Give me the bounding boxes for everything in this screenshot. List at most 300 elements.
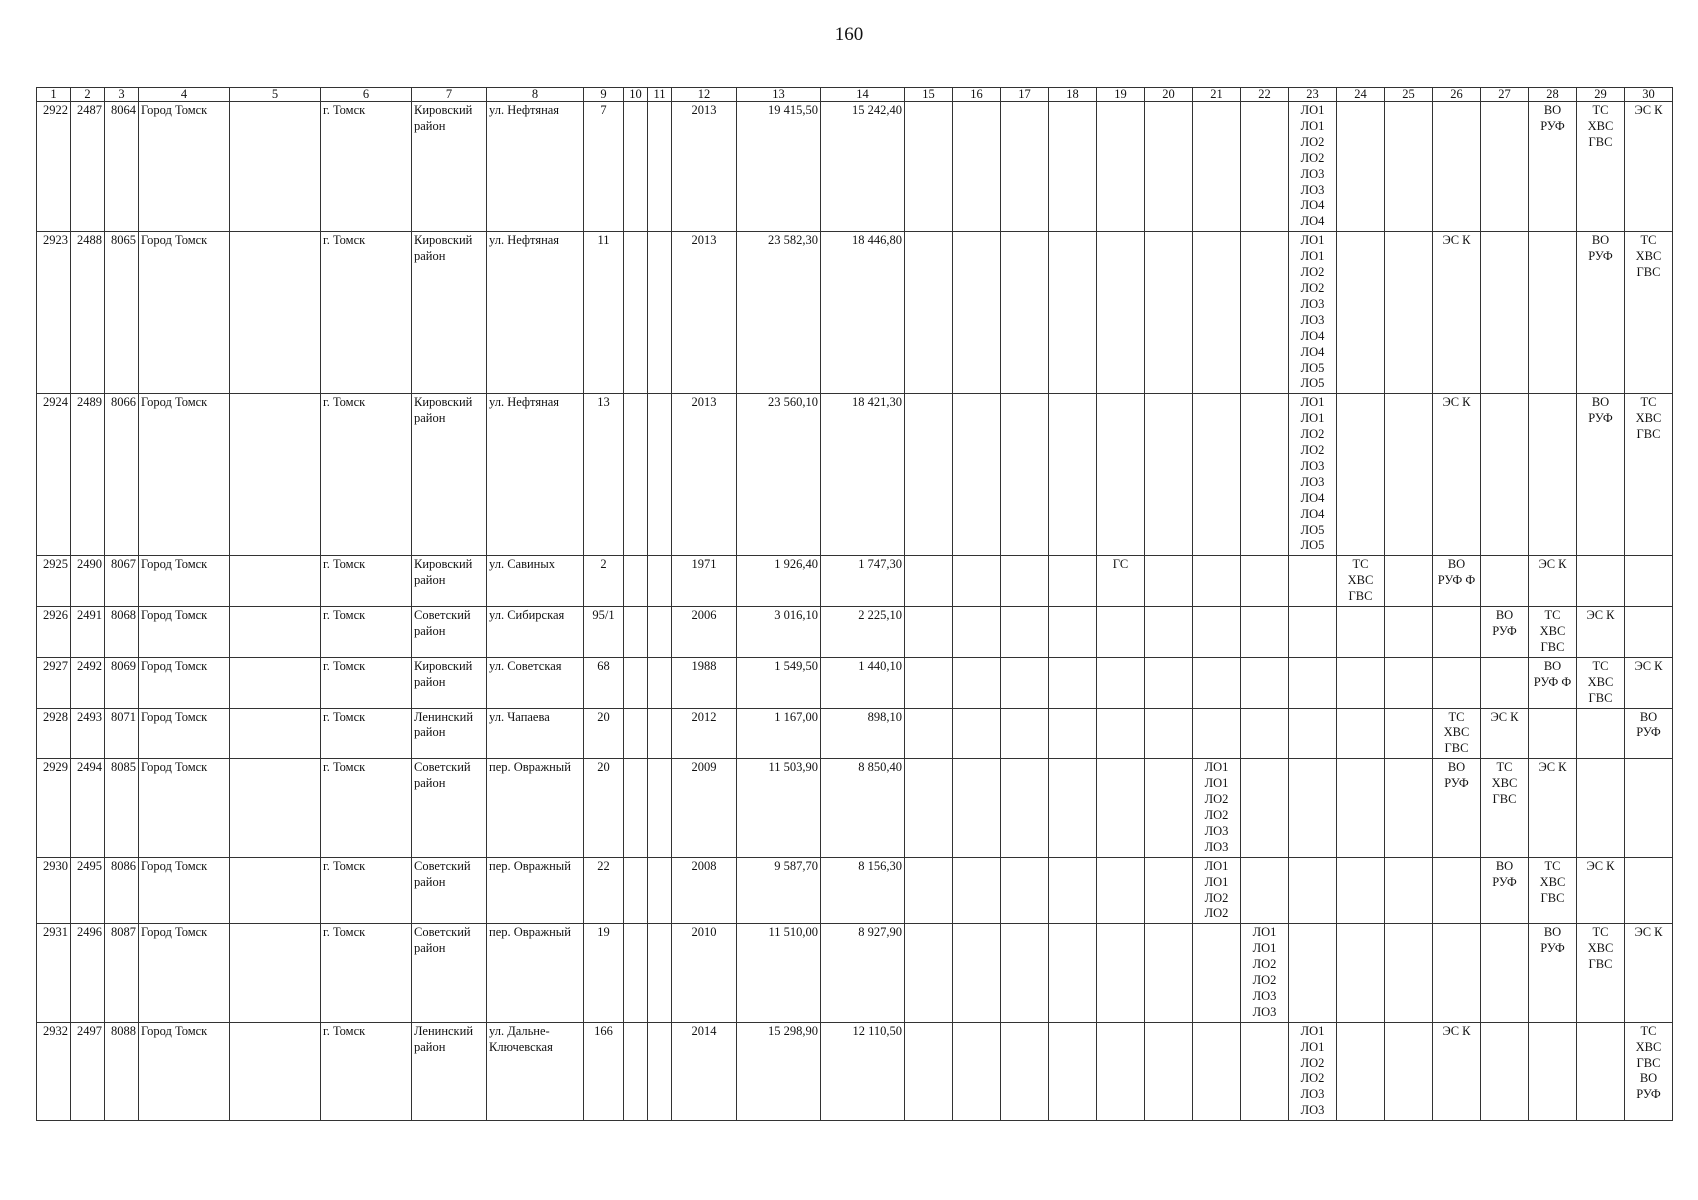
table-cell [1481,102,1529,232]
table-cell [1049,607,1097,658]
table-cell [1193,394,1241,556]
table-cell [1241,556,1289,607]
table-cell: 8069 [105,657,139,708]
table-cell [1337,394,1385,556]
table-cell [1385,924,1433,1022]
table-cell [905,857,953,924]
table-cell [1049,924,1097,1022]
table-cell: Город Томск [139,857,230,924]
table-cell: 9 587,70 [737,857,821,924]
table-cell [1001,556,1049,607]
table-cell: ЭС К [1625,102,1673,232]
table-cell: ул. Сибирская [487,607,584,658]
table-cell: 2 [584,556,624,607]
table-cell [230,657,321,708]
table-cell: 8064 [105,102,139,232]
table-cell [1001,1022,1049,1120]
table-cell: 8065 [105,232,139,394]
table-cell [1193,232,1241,394]
table-cell: ТС ХВС ГВС [1625,394,1673,556]
column-header: 20 [1145,88,1193,102]
table-cell: пер. Овражный [487,857,584,924]
table-cell: Кировский район [412,556,487,607]
table-cell [1577,708,1625,759]
table-cell: 2013 [672,102,737,232]
table-cell [1145,556,1193,607]
table-cell [1385,607,1433,658]
table-cell [1337,708,1385,759]
table-cell: 7 [584,102,624,232]
table-cell: 2922 [37,102,71,232]
table-cell: 2009 [672,759,737,857]
table-cell: 8086 [105,857,139,924]
table-cell [1049,857,1097,924]
table-cell: ВО РУФ Ф [1529,657,1577,708]
table-cell: 18 446,80 [821,232,905,394]
column-header: 24 [1337,88,1385,102]
column-header: 9 [584,88,624,102]
table-cell [1289,924,1337,1022]
table-cell [1385,759,1433,857]
table-cell [1625,607,1673,658]
table-cell [1337,657,1385,708]
table-cell [230,102,321,232]
table-cell: ТС ХВС ГВС [1337,556,1385,607]
table-cell [230,607,321,658]
table-cell: 8088 [105,1022,139,1120]
table-cell [1001,232,1049,394]
table-cell [624,657,648,708]
column-header: 10 [624,88,648,102]
table-row [37,102,1673,232]
table-cell [1625,759,1673,857]
table-row [37,607,1673,658]
table-cell [953,102,1001,232]
table-cell [1625,556,1673,607]
table-cell [624,232,648,394]
table-cell [1433,607,1481,658]
column-header: 15 [905,88,953,102]
table-cell [1241,857,1289,924]
table-cell: ВО РУФ [1481,607,1529,658]
table-cell: г. Томск [321,102,412,232]
table-cell [624,1022,648,1120]
table-cell: 22 [584,857,624,924]
table-cell: 8085 [105,759,139,857]
table-cell: 2008 [672,857,737,924]
table-cell: Ленинский район [412,708,487,759]
table-cell [624,708,648,759]
table-cell: 8066 [105,394,139,556]
table-cell: Советский район [412,924,487,1022]
table-cell [1001,657,1049,708]
table-cell: ЭС К [1433,232,1481,394]
table-cell: ЭС К [1577,857,1625,924]
table-row [37,857,1673,924]
table-cell [1481,232,1529,394]
table-cell [1385,232,1433,394]
page-number: 160 [834,24,864,45]
table-cell [1289,607,1337,658]
table-cell: 2496 [71,924,105,1022]
table-cell: 23 560,10 [737,394,821,556]
table-cell [1433,924,1481,1022]
table-cell: г. Томск [321,857,412,924]
table-cell: 95/1 [584,607,624,658]
table-cell: Кировский район [412,232,487,394]
table-cell: 2492 [71,657,105,708]
table-cell: 2928 [37,708,71,759]
column-header: 22 [1241,88,1289,102]
table-cell [1577,556,1625,607]
table-cell: г. Томск [321,607,412,658]
table-cell [905,232,953,394]
table-cell [1337,102,1385,232]
table-cell [1241,394,1289,556]
table-cell [1241,759,1289,857]
table-cell [1385,857,1433,924]
table-cell: ВО РУФ [1433,759,1481,857]
table-cell: 8 927,90 [821,924,905,1022]
table-cell [1145,657,1193,708]
table-cell: 898,10 [821,708,905,759]
table-row [37,394,1673,556]
table-cell: пер. Овражный [487,924,584,1022]
table-cell: ТС ХВС ГВС [1577,924,1625,1022]
table-cell: 2929 [37,759,71,857]
table-cell: ул. Нефтяная [487,232,584,394]
table-cell [905,607,953,658]
table-cell: ЭС К [1433,394,1481,556]
table-cell [905,657,953,708]
table-cell [624,759,648,857]
table-cell [1097,759,1145,857]
table-cell: 19 415,50 [737,102,821,232]
table-cell [1241,1022,1289,1120]
table-cell: г. Томск [321,394,412,556]
table-cell [1049,556,1097,607]
table-cell: 1 167,00 [737,708,821,759]
table-cell: 2932 [37,1022,71,1120]
table-cell [953,857,1001,924]
table-cell [230,708,321,759]
table-cell: Ленинский район [412,1022,487,1120]
table-cell [1481,1022,1529,1120]
column-header: 17 [1001,88,1049,102]
table-cell: 11 [584,232,624,394]
table-cell: ЛО1 ЛО1 ЛО2 ЛО2 ЛО3 ЛО3 [1289,1022,1337,1120]
column-header: 1 [37,88,71,102]
table-cell: 2488 [71,232,105,394]
table-cell: ТС ХВС ГВС [1433,708,1481,759]
table-cell: ВО РУФ [1529,102,1577,232]
column-header: 25 [1385,88,1433,102]
column-header: 4 [139,88,230,102]
table-cell [1001,924,1049,1022]
table-cell [1289,759,1337,857]
table-cell [1433,857,1481,924]
table-cell: Город Томск [139,102,230,232]
table-cell: 15 242,40 [821,102,905,232]
column-header: 19 [1097,88,1145,102]
table-cell: ТС ХВС ГВС [1481,759,1529,857]
table-cell: ТС ХВС ГВС [1577,657,1625,708]
table-cell: ТС ХВС ГВС ВО РУФ [1625,1022,1673,1120]
table-cell [1097,607,1145,658]
column-header: 21 [1193,88,1241,102]
table-cell [1481,657,1529,708]
column-header: 5 [230,88,321,102]
table-cell: ВО РУФ [1529,924,1577,1022]
table-cell [1529,394,1577,556]
table-cell: ЛО1 ЛО1 ЛО2 ЛО2 [1193,857,1241,924]
table-cell: 2925 [37,556,71,607]
table-cell [230,1022,321,1120]
table-cell: 2014 [672,1022,737,1120]
table-row [37,924,1673,1022]
table-cell: 18 421,30 [821,394,905,556]
table-cell: г. Томск [321,232,412,394]
table-cell [1241,708,1289,759]
table-cell [624,102,648,232]
table-cell [1289,556,1337,607]
table-cell [1001,607,1049,658]
table-cell: 2927 [37,657,71,708]
table-cell: 166 [584,1022,624,1120]
table-cell [1241,232,1289,394]
table-cell [1049,102,1097,232]
table-cell [1337,924,1385,1022]
table-cell: ТС ХВС ГВС [1625,232,1673,394]
table-cell [1385,1022,1433,1120]
table-cell: ВО РУФ [1481,857,1529,924]
table-cell [1097,394,1145,556]
table-cell [1145,394,1193,556]
table-cell: 20 [584,759,624,857]
table-cell [648,102,672,232]
table-cell: 1 747,30 [821,556,905,607]
table-cell [1433,102,1481,232]
table-cell [1049,232,1097,394]
table-cell: 8071 [105,708,139,759]
table-cell: Город Томск [139,708,230,759]
table-cell [1097,232,1145,394]
table-cell [648,556,672,607]
table-cell: г. Томск [321,556,412,607]
table-cell [953,556,1001,607]
table-cell [1097,1022,1145,1120]
table-cell: Город Томск [139,924,230,1022]
table-cell [1241,102,1289,232]
table-cell [1049,1022,1097,1120]
table-cell [648,708,672,759]
table-cell [1145,607,1193,658]
table-cell [1385,556,1433,607]
table-cell: ГС [1097,556,1145,607]
table-cell [1385,708,1433,759]
table-cell: 2487 [71,102,105,232]
table-cell [230,857,321,924]
table-cell: г. Томск [321,708,412,759]
table-cell [1145,857,1193,924]
register-table [36,87,1673,1121]
table-cell [1049,708,1097,759]
table-cell [1097,857,1145,924]
table-cell [1241,657,1289,708]
table-cell: ул. Нефтяная [487,394,584,556]
table-cell [905,394,953,556]
table-cell [953,1022,1001,1120]
table-cell [1289,708,1337,759]
table-cell: 2924 [37,394,71,556]
table-cell: 2923 [37,232,71,394]
table-cell [1529,1022,1577,1120]
table-cell [648,1022,672,1120]
table-cell: 11 503,90 [737,759,821,857]
table-cell [230,394,321,556]
table-cell: ЭС К [1529,759,1577,857]
table-cell [1529,232,1577,394]
table-row [37,556,1673,607]
table-cell [1625,857,1673,924]
table-cell: 8087 [105,924,139,1022]
table-cell: 3 016,10 [737,607,821,658]
table-cell [624,607,648,658]
table-cell [1481,924,1529,1022]
table-row [37,1022,1673,1120]
table-cell [905,759,953,857]
table-cell [953,657,1001,708]
table-cell: 8 850,40 [821,759,905,857]
column-header: 13 [737,88,821,102]
column-header: 7 [412,88,487,102]
table-cell [624,394,648,556]
table-cell [1193,924,1241,1022]
table-cell: 2013 [672,394,737,556]
column-header: 26 [1433,88,1481,102]
table-cell [1385,102,1433,232]
table-cell: 2491 [71,607,105,658]
table-cell: ТС ХВС ГВС [1577,102,1625,232]
table-cell: 13 [584,394,624,556]
table-cell [1049,759,1097,857]
table-cell: Город Томск [139,1022,230,1120]
table-cell: г. Томск [321,1022,412,1120]
table-cell [1049,394,1097,556]
column-header: 30 [1625,88,1673,102]
table-cell [1193,708,1241,759]
table-cell: 1 440,10 [821,657,905,708]
table-cell [1481,394,1529,556]
table-cell [230,232,321,394]
column-header: 6 [321,88,412,102]
table-cell [1481,556,1529,607]
column-header: 29 [1577,88,1625,102]
column-header: 2 [71,88,105,102]
table-cell: 2490 [71,556,105,607]
table-cell: ЭС К [1625,924,1673,1022]
table-cell [1385,657,1433,708]
table-cell: 68 [584,657,624,708]
table-cell: Советский район [412,857,487,924]
table-cell [648,232,672,394]
table-cell [1193,607,1241,658]
table-cell: Кировский район [412,102,487,232]
table-cell: ЛО1 ЛО1 ЛО2 ЛО2 ЛО3 ЛО3 [1193,759,1241,857]
table-cell [1241,607,1289,658]
table-cell [953,607,1001,658]
table-cell: г. Томск [321,657,412,708]
column-header: 23 [1289,88,1337,102]
table-cell: 2495 [71,857,105,924]
column-header: 3 [105,88,139,102]
table-cell [1097,708,1145,759]
table-cell: ЭС К [1481,708,1529,759]
table-cell [1193,657,1241,708]
table-cell [648,924,672,1022]
table-cell: Город Томск [139,759,230,857]
table-cell: 2012 [672,708,737,759]
table-cell [1001,759,1049,857]
table-cell [1337,1022,1385,1120]
table-cell [624,924,648,1022]
table-cell [230,759,321,857]
table-cell [1337,857,1385,924]
table-cell [230,924,321,1022]
table-cell: ЭС К [1577,607,1625,658]
table-cell [953,394,1001,556]
table-cell [1001,857,1049,924]
table-cell [905,556,953,607]
table-row [37,232,1673,394]
table-cell [1289,657,1337,708]
table-cell [1097,657,1145,708]
table-cell: ул. Чапаева [487,708,584,759]
table-cell: ТС ХВС ГВС [1529,607,1577,658]
table-cell: 19 [584,924,624,1022]
column-header: 8 [487,88,584,102]
table-cell: Советский район [412,607,487,658]
table-cell: 2494 [71,759,105,857]
table-cell: Кировский район [412,657,487,708]
table-cell [1529,708,1577,759]
table-cell [1577,1022,1625,1120]
table-cell: ул. Нефтяная [487,102,584,232]
table-cell: 1971 [672,556,737,607]
table-cell: г. Томск [321,759,412,857]
table-cell: 1 549,50 [737,657,821,708]
table-cell: ВО РУФ Ф [1433,556,1481,607]
table-row [37,657,1673,708]
table-cell: ЛО1 ЛО1 ЛО2 ЛО2 ЛО3 ЛО3 ЛО4 ЛО4 [1289,102,1337,232]
table-cell [1337,759,1385,857]
table-cell: 2931 [37,924,71,1022]
table-cell: 2006 [672,607,737,658]
table-cell [648,607,672,658]
column-header: 14 [821,88,905,102]
table-cell [1145,708,1193,759]
table-cell [1193,102,1241,232]
table-cell: ЭС К [1529,556,1577,607]
table-cell: Город Томск [139,607,230,658]
table-cell: ТС ХВС ГВС [1529,857,1577,924]
table-cell [1577,759,1625,857]
table-cell: ЛО1 ЛО1 ЛО2 ЛО2 ЛО3 ЛО3 [1241,924,1289,1022]
table-cell: г. Томск [321,924,412,1022]
table-cell: Город Томск [139,556,230,607]
table-cell: ВО РУФ [1577,394,1625,556]
table-cell [648,857,672,924]
